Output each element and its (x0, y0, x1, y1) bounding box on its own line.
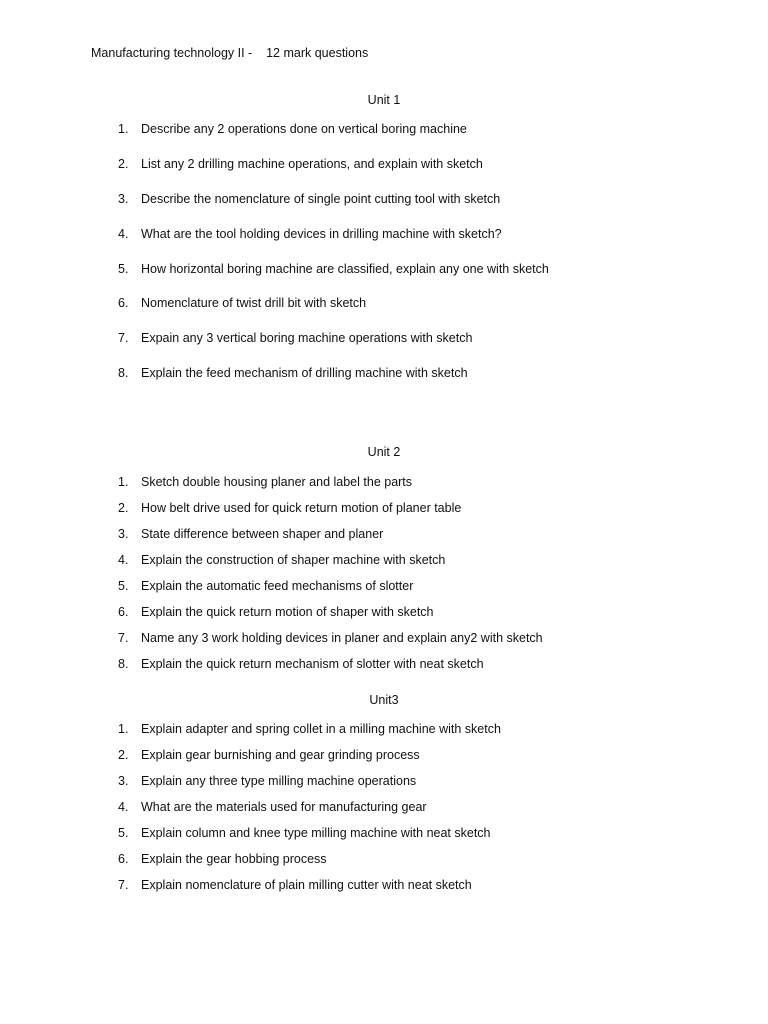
question-text: Describe any 2 operations done on vertical boring machine (141, 122, 467, 136)
question-number: 5. (118, 261, 129, 276)
list-item (118, 192, 549, 227)
question-number: 3. (118, 527, 129, 541)
question-text: Explain the feed mechanism of drilling machine with sketch (141, 366, 468, 381)
list-item (118, 800, 501, 826)
list-item (118, 475, 543, 501)
list-item (118, 605, 543, 631)
question-text: List any 2 drilling machine operations, and explain with sketch (141, 156, 483, 171)
question-text: Explain the construction of shaper machine with sketch (141, 553, 446, 567)
question-text: Nomenclature of twist drill bit with sketch (141, 296, 367, 311)
question-text: Explain column and knee type milling machine with neat sketch (141, 826, 491, 840)
unit-2-heading: Unit 2 (367, 445, 401, 459)
question-number: 6. (118, 852, 129, 866)
unit-2-question-list (118, 475, 543, 683)
question-text: What are the materials used for manufacturing gear (141, 800, 427, 814)
question-text: Explain gear burnishing and gear grinding process (141, 748, 420, 762)
question-number: 2. (118, 501, 129, 515)
unit-3-heading: Unit3 (369, 693, 399, 707)
question-text: Explain nomenclature of plain milling cutter with neat sketch (141, 878, 472, 892)
question-text: Expain any 3 vertical boring machine operations with sketch (141, 331, 473, 346)
question-text: Name any 3 work holding devices in planer and explain any2 with sketch (141, 631, 543, 645)
list-item (118, 826, 501, 852)
list-item (118, 157, 549, 192)
question-text: How belt drive used for quick return motion of planer table (141, 501, 462, 515)
question-number: 1. (118, 722, 129, 736)
question-number: 3. (118, 774, 129, 788)
list-item (118, 331, 549, 366)
unit-3-question-list (118, 722, 501, 904)
unit-1-question-list (118, 122, 549, 401)
question-text: Explain any three type milling machine operations (141, 774, 417, 788)
question-number: 2. (118, 156, 129, 171)
list-item (118, 657, 543, 683)
question-text: What are the tool holding devices in drilling machine with sketch? (141, 226, 502, 241)
question-text: Sketch double housing planer and label the parts (141, 475, 413, 489)
list-item (118, 527, 543, 553)
list-item (118, 852, 501, 878)
list-item (118, 262, 549, 297)
list-item (118, 878, 501, 904)
question-number: 8. (118, 366, 129, 381)
question-number: 6. (118, 296, 129, 311)
question-number: 8. (118, 657, 129, 671)
question-number: 7. (118, 331, 129, 346)
question-text: Explain the quick return motion of shaper with sketch (141, 605, 434, 619)
list-item (118, 366, 549, 401)
list-item (118, 227, 549, 262)
question-text: Describe the nomenclature of single point cutting tool with sketch (141, 191, 501, 206)
list-item (118, 122, 549, 157)
list-item (118, 553, 543, 579)
question-text: Explain adapter and spring collet in a milling machine with sketch (141, 722, 501, 736)
question-text: Explain the automatic feed mechanisms of slotter (141, 579, 414, 593)
document-title: Manufacturing technology II - 12 mark questions (91, 46, 369, 60)
question-text: Explain the gear hobbing process (141, 852, 327, 866)
question-number: 4. (118, 800, 129, 814)
question-number: 1. (118, 475, 129, 489)
question-text: State difference between shaper and planer (141, 527, 384, 541)
question-text: Explain the quick return mechanism of slotter with neat sketch (141, 657, 484, 671)
question-number: 3. (118, 191, 129, 206)
question-number: 4. (118, 226, 129, 241)
list-item (118, 748, 501, 774)
question-number: 1. (118, 122, 129, 136)
question-number: 2. (118, 748, 129, 762)
question-number: 5. (118, 826, 129, 840)
question-number: 7. (118, 878, 129, 892)
list-item (118, 296, 549, 331)
list-item (118, 579, 543, 605)
question-number: 4. (118, 553, 129, 567)
list-item (118, 501, 543, 527)
list-item (118, 722, 501, 748)
question-number: 5. (118, 579, 129, 593)
list-item (118, 631, 543, 657)
question-number: 7. (118, 631, 129, 645)
question-number: 6. (118, 605, 129, 619)
unit-1-heading: Unit 1 (367, 93, 401, 107)
list-item (118, 774, 501, 800)
question-text: How horizontal boring machine are classified, explain any one with sketch (141, 261, 549, 276)
